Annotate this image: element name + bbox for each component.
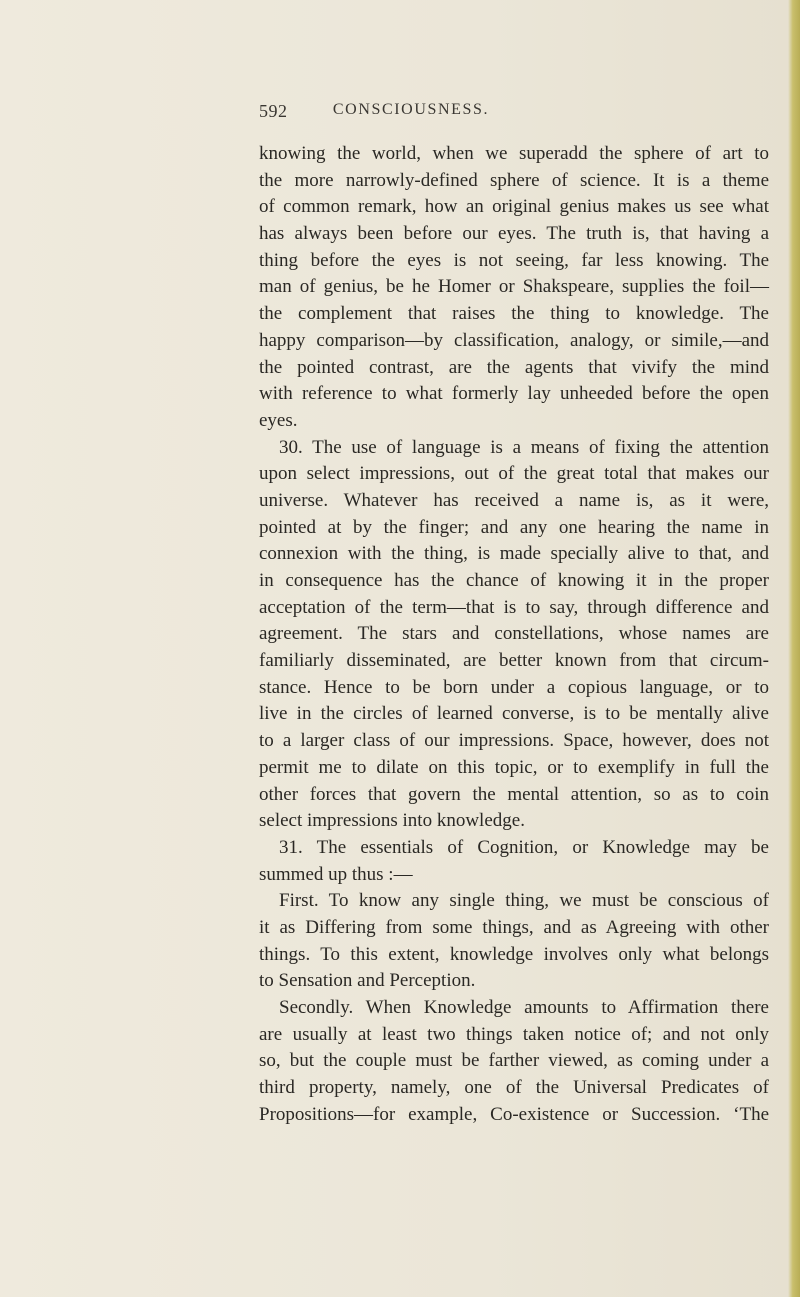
text-line: upon select impressions, out of the great total that makes our — [259, 463, 769, 485]
text-line: other forces that govern the mental attention, so as to coin — [259, 783, 769, 805]
text-line: knowing the world, when we superadd the sphere of art to — [259, 143, 769, 164]
text-line: man of genius, be he Homer or Shakspeare, supplies the foil— — [259, 276, 769, 298]
text-line: things. To this extent, knowledge involves only what belongs — [259, 943, 769, 965]
page-number: 592 — [259, 101, 288, 121]
running-head: CONSCIOUSNESS. — [332, 101, 490, 118]
text-line: connexion with the thing, is made specially alive to that, and — [259, 543, 769, 565]
text-line: agreement. The stars and constellations, whose names are — [259, 623, 769, 645]
text-line: stance. Hence to be born under a copious language, or to — [259, 676, 769, 698]
text-line: has always been before our eyes. The truth is, that having a — [259, 223, 769, 245]
text-line: to Sensation and Perception. — [259, 970, 476, 992]
text-line: universe. Whatever has received a name is, as it were, — [259, 489, 769, 511]
text-line: happy comparison—by classification, analogy, or simile,—and — [259, 329, 769, 351]
text-line: Propositions—for example, Co-existence or Succession. ‘The — [259, 1103, 769, 1125]
text-line: with reference to what formerly lay unheeded before the open — [259, 383, 769, 405]
page-header — [0, 101, 800, 125]
text-line: so, but the couple must be farther viewed, as coming under a — [259, 1050, 769, 1072]
text-line: 31. The essentials of Cognition, or Knowledge may be — [279, 836, 769, 858]
text-line: are usually at least two things taken notice of; and not only — [259, 1023, 769, 1045]
text-line: to a larger class of our impressions. Space, however, does not — [259, 730, 769, 752]
text-line: summed up thus :— — [259, 863, 413, 885]
text-line: third property, namely, one of the Universal Predicates of — [259, 1077, 769, 1099]
text-line: pointed at by the finger; and any one hearing the name in — [259, 516, 769, 538]
body-text — [259, 141, 769, 1128]
text-line: eyes. — [259, 409, 298, 431]
text-line: 30. The use of language is a means of fixing the attention — [279, 436, 769, 458]
text-line: the pointed contrast, are the agents that vivify the mind — [259, 356, 769, 378]
text-line: the more narrowly-defined sphere of science. It is a theme — [259, 169, 769, 191]
text-line: of common remark, how an original genius makes us see what — [259, 196, 769, 218]
text-line: Secondly. When Knowledge amounts to Affirmation there — [279, 997, 769, 1018]
text-line: First. To know any single thing, we must be conscious of — [279, 890, 769, 912]
text-line: select impressions into knowledge. — [259, 810, 525, 832]
page-edge — [788, 0, 800, 1297]
text-line: familiarly disseminated, are better known from that circum- — [259, 650, 769, 672]
text-line: in consequence has the chance of knowing it in the proper — [259, 570, 769, 591]
text-line: the complement that raises the thing to knowledge. The — [259, 303, 769, 325]
text-line: thing before the eyes is not seeing, far less knowing. The — [259, 249, 769, 271]
text-line: live in the circles of learned converse, is to be mentally alive — [259, 703, 769, 725]
text-line: acceptation of the term—that is to say, through difference and — [259, 596, 769, 618]
text-line: it as Differing from some things, and as Agreeing with other — [259, 916, 769, 938]
text-line: permit me to dilate on this topic, or to exemplify in full the — [259, 756, 769, 778]
